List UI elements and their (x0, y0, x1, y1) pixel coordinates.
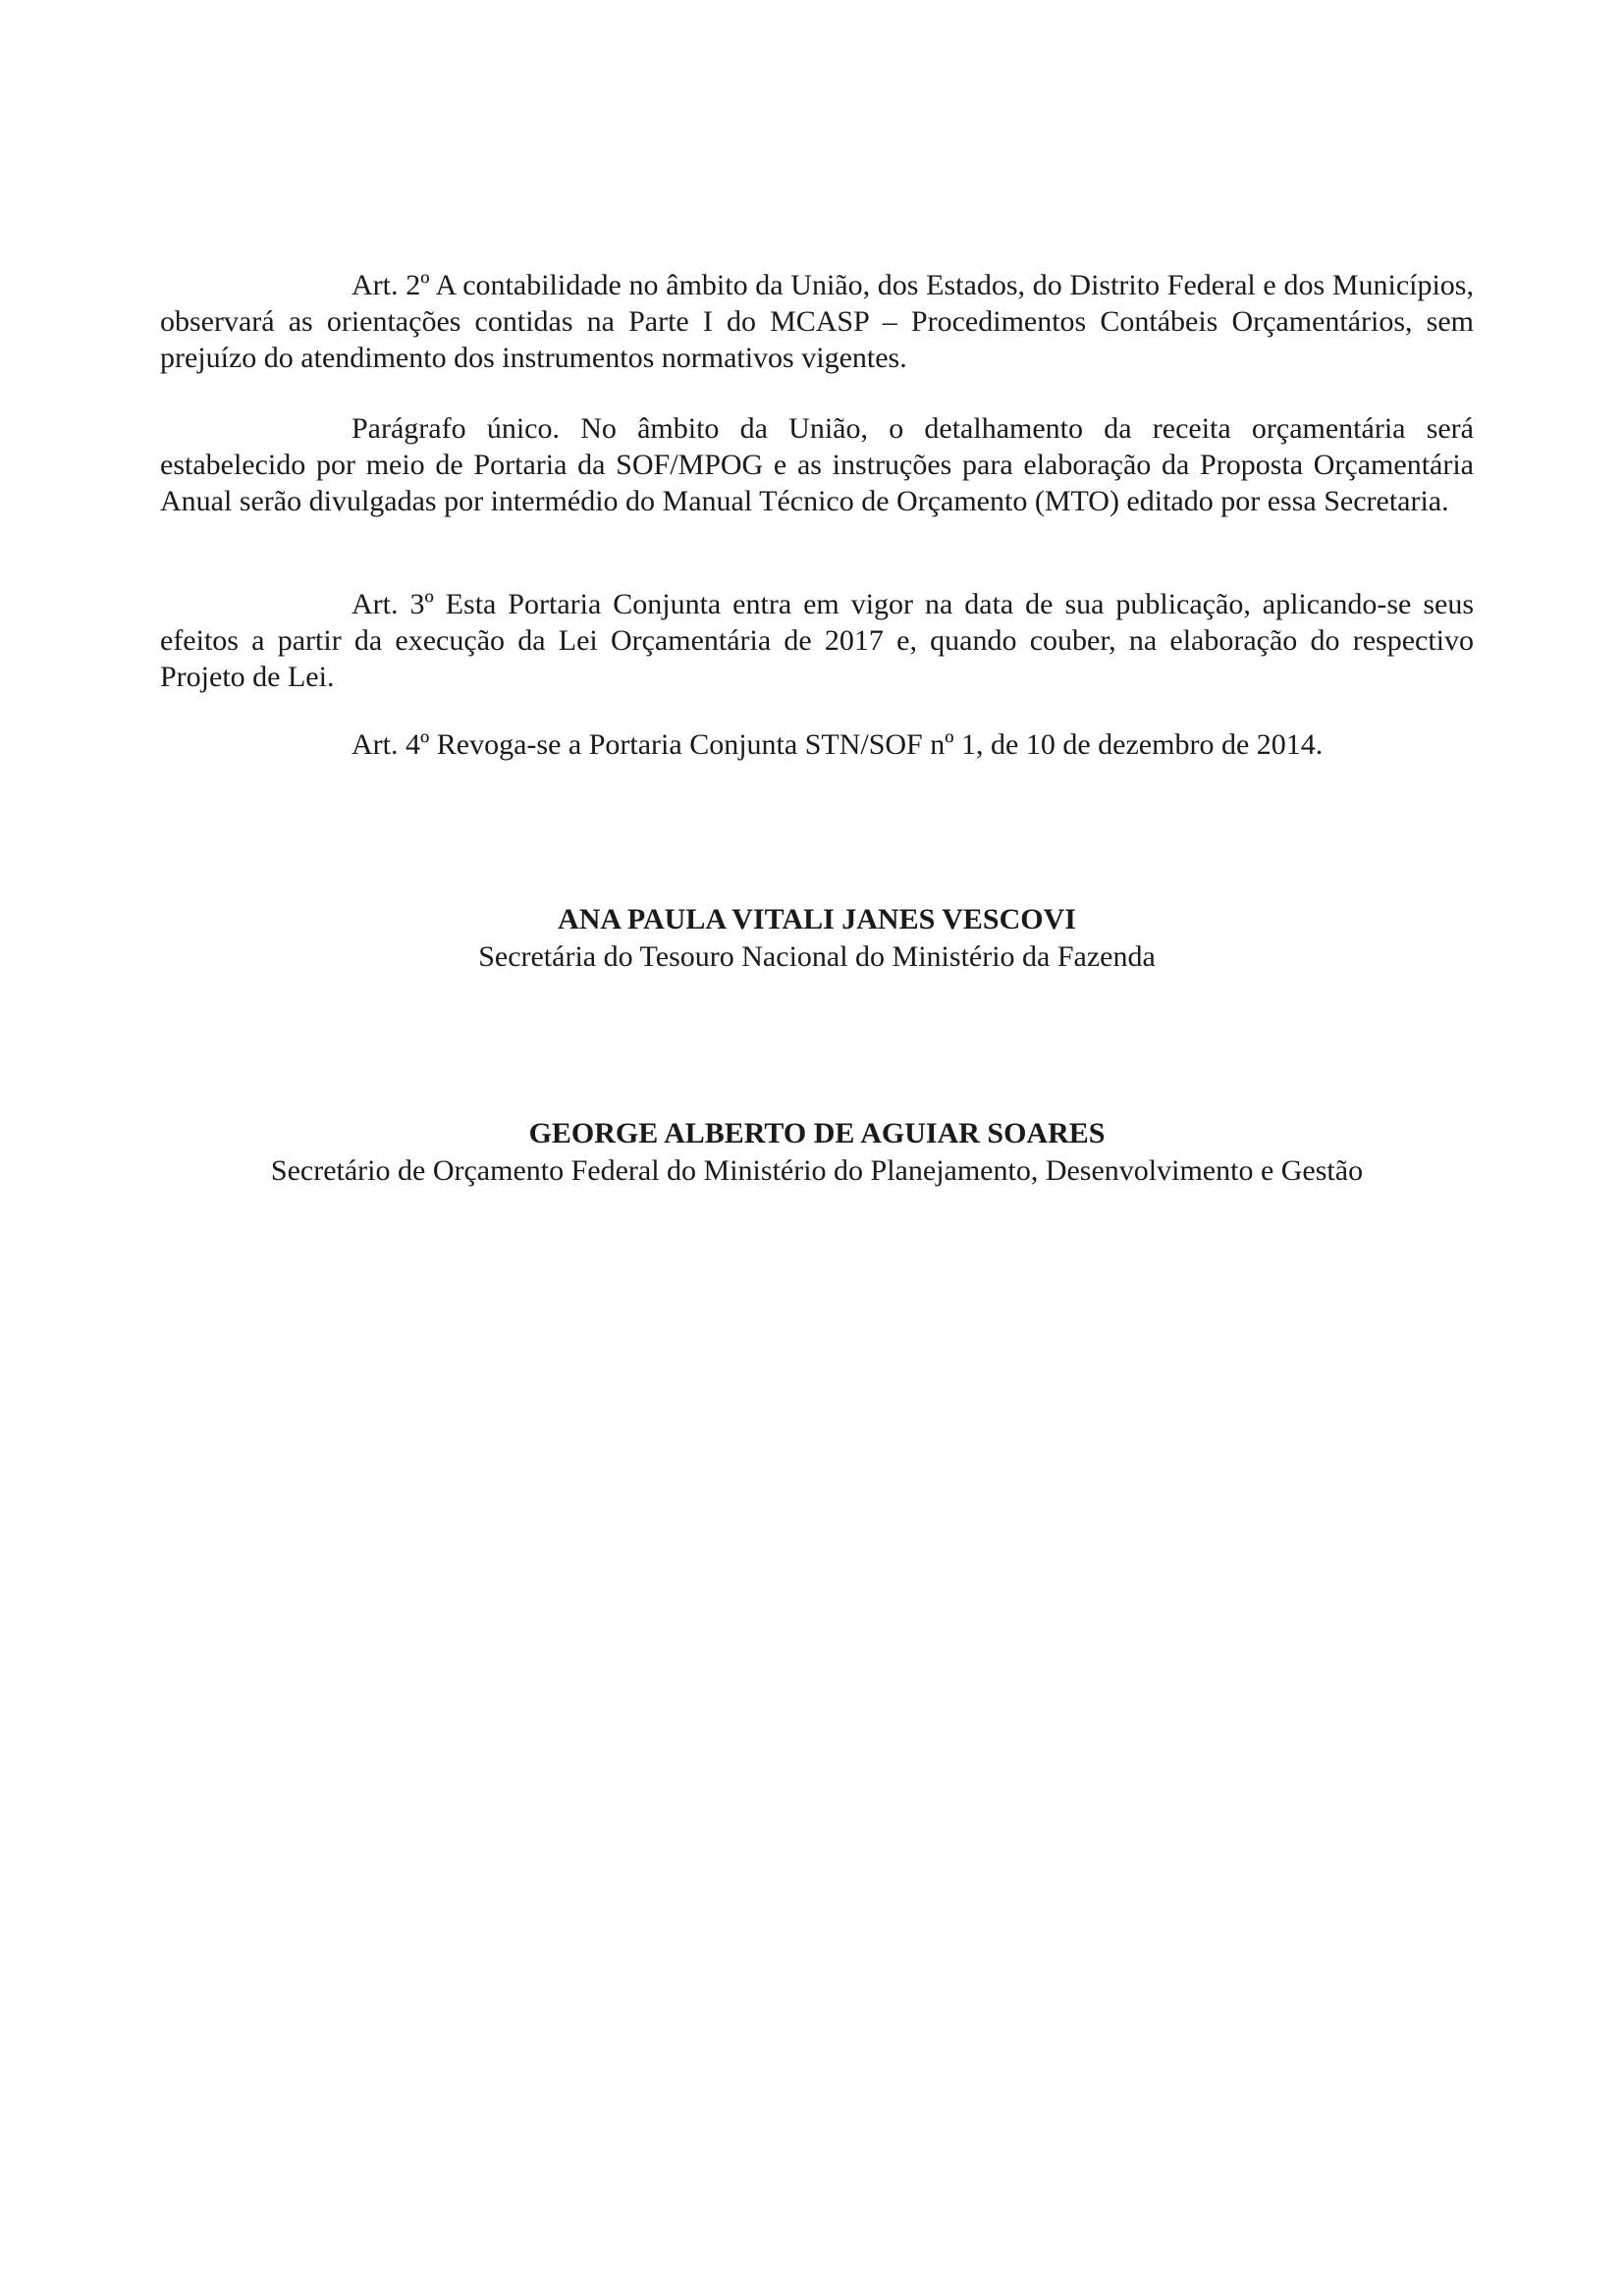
article-2-text: Art. 2º A contabilidade no âmbito da União, dos Estados, do Distrito Federal e dos Municípios, observará as orientações contidas na Parte I do MCASP – Procedimentos Contábeis Orçamentários, sem prejuízo do atendimento dos instrumentos normativos vigentes. (160, 269, 1474, 374)
article-3 (160, 586, 1474, 695)
signatory-name: GEORGE ALBERTO DE AGUIAR SOARES (528, 1117, 1106, 1149)
signature-block-2 (160, 1115, 1474, 1190)
paragrafo-unico-text: Parágrafo único. No âmbito da União, o detalhamento da receita orçamentária será estabelecido por meio de Portaria da SOF/MPOG e as instruções para elaboração da Proposta Orçamentária Anual serão divulgadas por intermédio do Manual Técnico de Orçamento (MTO) editado por essa Secretaria. (160, 412, 1474, 517)
signatory-role: Secretária do Tesouro Nacional do Ministério da Fazenda (478, 940, 1156, 973)
article-4-text: Art. 4º Revoga-se a Portaria Conjunta STN/SOF nº 1, de 10 de dezembro de 2014. (352, 728, 1324, 761)
signature-block-1 (160, 901, 1474, 976)
article-3-text: Art. 3º Esta Portaria Conjunta entra em vigor na data de sua publicação, aplicando-se seus efeitos a partir da execução da Lei Orçamentária de 2017 e, quando couber, na elaboração do respectivo Projeto de Lei. (160, 588, 1474, 693)
signatory-role: Secretário de Orçamento Federal do Ministério do Planejamento, Desenvolvimento e Gestão (270, 1154, 1364, 1187)
paragrafo-unico (160, 410, 1474, 519)
signatory-name: ANA PAULA VITALI JANES VESCOVI (558, 903, 1076, 935)
article-4 (160, 726, 1474, 763)
article-2 (160, 267, 1474, 376)
